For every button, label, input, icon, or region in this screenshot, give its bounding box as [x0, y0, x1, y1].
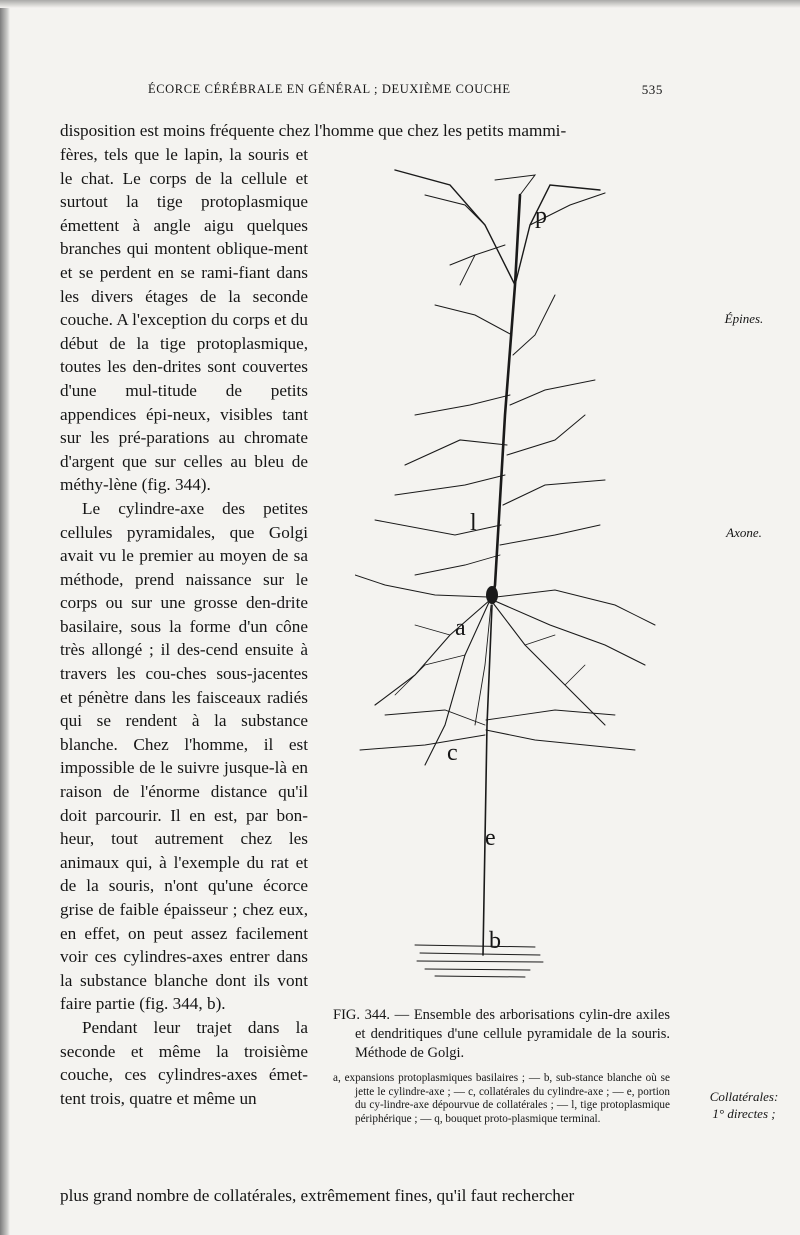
- margin-note-axone: Axone.: [726, 525, 762, 540]
- caption-legend: a, expansions protoplasmiques basilaires ; — b, sub-stance blanche où se jette le cylindre-axe ; — c, collatérales du cylindre-axe ; — e, portion du cy-lindre-axe dépourvue de collatérales ; — l, tige protoplasmique périphérique ; — q, bouquet proto-plasmique terminal.: [333, 1072, 670, 1126]
- pyramidal-cell-drawing: [355, 165, 675, 995]
- margin-note-collaterales-line2: 1° directes ;: [712, 1106, 776, 1121]
- running-header: [148, 82, 663, 102]
- header-title: ÉCORCE CÉRÉBRALE EN GÉNÉRAL ; DEUXIÈME COUCHE: [148, 82, 511, 96]
- last-full-line: plus grand nombre de collatérales, extrêmement fines, qu'il faut rechercher: [60, 1186, 575, 1205]
- label-l: l: [470, 510, 477, 536]
- margin-note-collaterales: [690, 1088, 798, 1122]
- margin-note-collaterales-line1: Collatérales:: [709, 1089, 779, 1104]
- label-c: c: [447, 740, 458, 766]
- margin-note-epines: Épines.: [724, 311, 764, 326]
- text-column: [60, 143, 308, 1110]
- label-a: a: [455, 615, 466, 641]
- page-number: 535: [641, 82, 663, 97]
- caption-title: FIG. 344. — Ensemble des arborisations cylin-dre axiles et dendritiques d'une cellule pyramidale de la souris. Méthode de Golgi.: [333, 1007, 670, 1061]
- paragraph-1: fères, tels que le lapin, la souris et le chat. Le corps de la cellule et surtout la tige protoplasmique émettent à angle aigu quelques branches qui montent oblique-ment et se perdent en se rami-fiant dans les divers étages de la seconde couche. A l'exception du corps et du début de la tige protoplasmique, toutes les den-drites sont couvertes d'une mul-titude de petits appendices épi-neux, visibles tant sur les pré-parations au chromate d'argent que sur celles au bleu de méthy-lène (fig. 344).: [60, 145, 308, 495]
- page-top-shadow: [0, 0, 800, 8]
- neuron-figure: [355, 165, 675, 995]
- paragraph-2: Le cylindre-axe des petites cellules pyramidales, que Golgi avait vu le premier au moyen de sa méthode, prend naissance sur le corps ou sur une grosse den-drite basilaire, sous la forme d'un cône très allongé ; il des-cend ensuite à travers les cou-ches sous-jacentes et pénètre dans les faisceaux radiés qui se rendent à la substance blanche. Chez l'homme, il est impossible de le suivre jusque-là en raison de l'énorme distance qu'il doit parcourir. Il en est, par bon-heur, tout autrement chez les animaux qui, à l'exemple du rat et de la souris, n'ont qu'une écorce grise de faible épaisseur ; chez eux, en effet, on peut assez facilement voir ces cylindres-axes entrer dans la substance blanche dont ils vont faire partie (fig. 344, b).: [60, 498, 308, 1014]
- first-full-line: disposition est moins fréquente chez l'homme que chez les petits mammi-: [60, 121, 567, 140]
- page-edge-shadow: [0, 0, 10, 1235]
- label-p: p: [535, 203, 547, 229]
- label-b: b: [489, 928, 501, 954]
- figure-caption: [333, 1006, 670, 1127]
- label-e: e: [485, 825, 496, 851]
- paragraph-3: Pendant leur trajet dans la seconde et même la troisième couche, ces cylindres-axes émet-tent trois, quatre et même un: [60, 1017, 308, 1108]
